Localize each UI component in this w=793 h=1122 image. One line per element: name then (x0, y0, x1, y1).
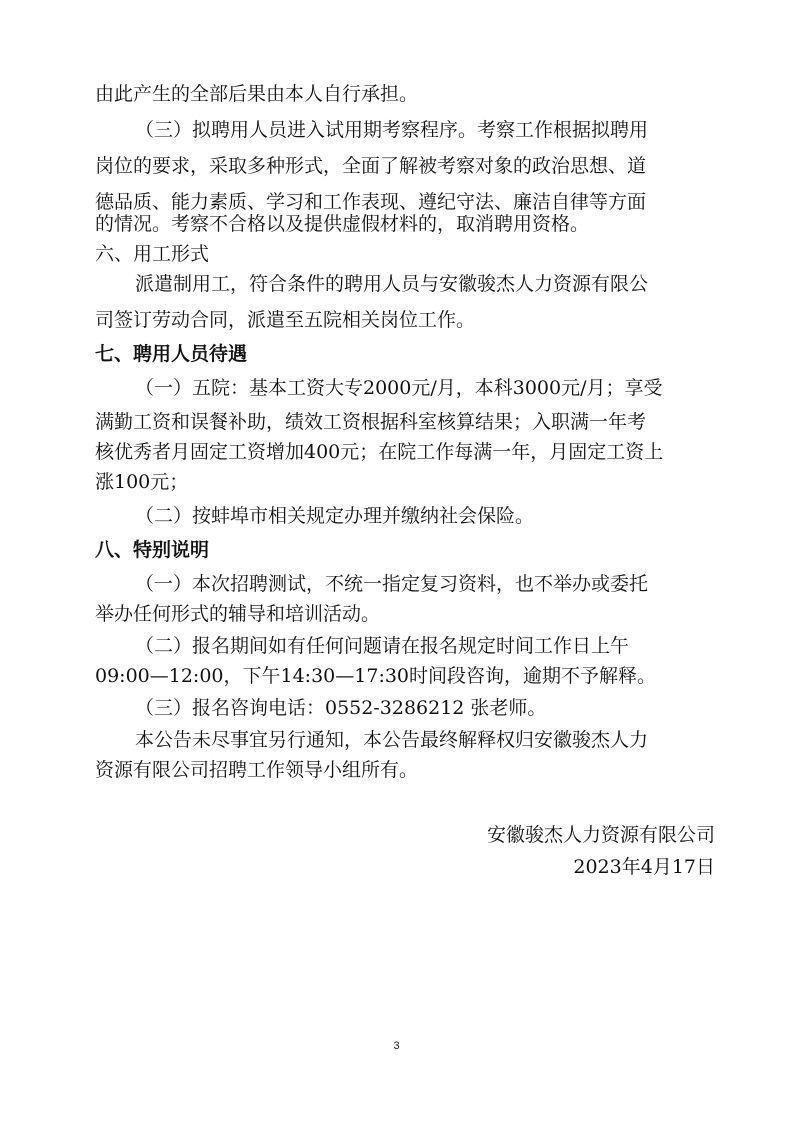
paragraph-line: 德品质、能力素质、学习和工作表现、遵纪守法、廉洁自律等方面 (95, 191, 647, 213)
paragraph-line: （三）拟聘用人员进入试用期考察程序。考察工作根据拟聘用 (135, 119, 649, 141)
paragraph-line: 资源有限公司招聘工作领导小组所有。 (95, 759, 419, 781)
section-heading-6: 六、用工形式 (95, 243, 210, 265)
paragraph-line: 09:00—12:00，下午14:30—17:30时间段咨询，逾期不予解释。 (95, 665, 657, 687)
page-number: 3 (393, 1040, 400, 1052)
paragraph-line: （一）本次招聘测试，不统一指定复习资料，也不举办或委托 (135, 573, 649, 595)
section-heading-7: 七、聘用人员待遇 (95, 343, 248, 365)
paragraph-line: 的情况。考察不合格以及提供虚假材料的，取消聘用资格。 (95, 213, 590, 235)
paragraph-line: 满勤工资和误餐补助，绩效工资根据科室核算结果；入职满一年考 (95, 411, 647, 433)
paragraph-line: 司签订劳动合同，派遣至五院相关岗位工作。 (95, 309, 476, 331)
paragraph-line: 岗位的要求，采取多种形式，全面了解被考察对象的政治思想、道 (95, 155, 647, 177)
paragraph-line: 举办任何形式的辅导和培训活动。 (95, 603, 381, 625)
paragraph-line: 核优秀者月固定工资增加400元；在院工作每满一年，月固定工资上 (95, 441, 664, 463)
signature-date: 2023年4月17日 (573, 856, 715, 878)
paragraph-line: 派遣制用工，符合条件的聘用人员与安徽骏杰人力资源有限公 (135, 273, 649, 295)
paragraph-line: 由此产生的全部后果由本人自行承担。 (95, 83, 419, 105)
paragraph-line: （三）报名咨询电话：0552-3286212 张老师。 (135, 697, 547, 719)
paragraph-line: 本公告未尽事宜另行通知，本公告最终解释权归安徽骏杰人力 (135, 729, 649, 751)
paragraph-line: （二）报名期间如有任何问题请在报名规定时间工作日上午 (135, 635, 630, 657)
paragraph-line: 涨100元； (95, 471, 189, 493)
signature-org: 安徽骏杰人力资源有限公司 (486, 824, 715, 846)
section-heading-8: 八、特别说明 (95, 539, 210, 561)
paragraph-line: （二）按蚌埠市相关规定办理并缴纳社会保险。 (135, 505, 535, 527)
paragraph-line: （一）五院：基本工资大专2000元/月，本科3000元/月；享受 (135, 377, 663, 399)
